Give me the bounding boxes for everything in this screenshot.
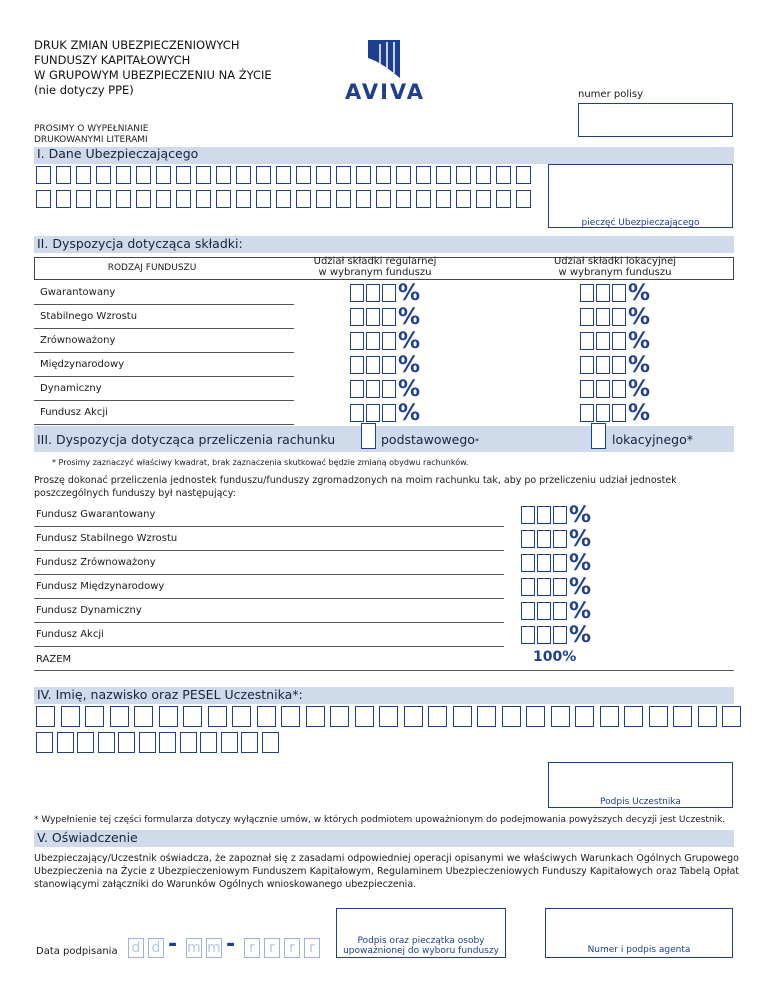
lump-premium-digit-cell[interactable]: [580, 308, 594, 326]
policyholder-char-cell[interactable]: [36, 166, 51, 184]
conversion-row-divider: [34, 550, 504, 551]
regular-premium-digit-cell[interactable]: [366, 284, 380, 302]
lump-premium-digit-cell[interactable]: [596, 356, 610, 374]
fill-instruction-line-2: DRUKOWANYMI LITERAMI: [34, 135, 148, 145]
participant-char-cell[interactable]: [77, 732, 94, 753]
conversion-digit-cell[interactable]: [537, 530, 551, 548]
participant-char-cell[interactable]: [624, 706, 643, 727]
policyholder-char-cell[interactable]: [216, 190, 231, 208]
participant-char-cell[interactable]: [57, 732, 74, 753]
lump-premium-digit-cell[interactable]: [580, 284, 594, 302]
policyholder-char-cell[interactable]: [256, 166, 271, 184]
signing-date-digit-cell[interactable]: r: [284, 938, 300, 958]
regular-premium-digit-cell[interactable]: [366, 332, 380, 350]
policyholder-char-cell[interactable]: [336, 190, 351, 208]
fund-row-divider: [34, 304, 294, 305]
participant-char-cell[interactable]: [139, 732, 156, 753]
percent-sign: %: [398, 281, 421, 306]
policyholder-char-cell[interactable]: [156, 190, 171, 208]
conversion-digit-cell[interactable]: [553, 626, 567, 644]
fund-row-divider: [34, 400, 294, 401]
policyholder-char-cell[interactable]: [196, 166, 211, 184]
basic-account-label: [381, 432, 479, 447]
participant-char-cell[interactable]: [453, 706, 472, 727]
policyholder-char-cell[interactable]: [216, 166, 231, 184]
participant-char-cell[interactable]: [159, 706, 178, 727]
lump-premium-header-line-2: w wybranym funduszu: [558, 267, 672, 278]
regular-premium-digit-cell[interactable]: [350, 308, 364, 326]
conversion-row-divider: [34, 526, 504, 527]
participant-char-cell[interactable]: [428, 706, 447, 727]
policyholder-char-cell[interactable]: [36, 190, 51, 208]
participant-char-cell[interactable]: [306, 706, 325, 727]
participant-char-cell[interactable]: [208, 706, 227, 727]
lump-premium-digit-cell[interactable]: [612, 380, 626, 398]
policyholder-char-cell[interactable]: [136, 190, 151, 208]
signing-date-digit-cell[interactable]: r: [244, 938, 260, 958]
participant-char-cell[interactable]: [262, 732, 279, 753]
percent-sign: %: [569, 575, 592, 600]
policyholder-char-cell[interactable]: [276, 190, 291, 208]
policyholder-char-cell[interactable]: [96, 190, 111, 208]
policyholder-char-cell[interactable]: [476, 190, 491, 208]
section-5-band: [34, 830, 734, 847]
policyholder-char-cell[interactable]: [396, 190, 411, 208]
regular-premium-digit-cell[interactable]: [382, 380, 396, 398]
policyholder-char-cell[interactable]: [416, 166, 431, 184]
policyholder-char-cell[interactable]: [356, 166, 371, 184]
percent-sign: %: [628, 329, 651, 354]
conversion-digit-cell[interactable]: [521, 554, 535, 572]
participant-char-cell[interactable]: [404, 706, 423, 727]
lump-premium-digit-cell[interactable]: [612, 284, 626, 302]
form-title-line-3: W GRUPOWYM UBEZPIECZENIU NA ŻYCIE: [34, 68, 272, 82]
total-divider: [34, 670, 734, 671]
lump-premium-digit-cell[interactable]: [612, 332, 626, 350]
signing-date-digit-cell[interactable]: r: [304, 938, 320, 958]
lump-premium-digit-cell[interactable]: [580, 356, 594, 374]
participant-char-cell[interactable]: [85, 706, 104, 727]
conversion-digit-cell[interactable]: [537, 602, 551, 620]
participant-char-cell[interactable]: [183, 706, 202, 727]
participant-char-cell[interactable]: [722, 706, 741, 727]
authorized-person-caption-line-1: Podpis oraz pieczątka osoby: [357, 936, 485, 946]
participant-char-cell[interactable]: [575, 706, 594, 727]
regular-premium-header-line-2: w wybranym funduszu: [318, 267, 432, 278]
regular-premium-digit-cell[interactable]: [382, 308, 396, 326]
participant-char-cell[interactable]: [241, 732, 258, 753]
participant-char-cell[interactable]: [600, 706, 619, 727]
percent-sign: %: [569, 623, 592, 648]
participant-char-cell[interactable]: [281, 706, 300, 727]
fund-name: Zrównoważony: [40, 335, 116, 346]
participant-char-cell[interactable]: [355, 706, 374, 727]
policyholder-char-cell[interactable]: [496, 166, 511, 184]
percent-sign: %: [569, 503, 592, 528]
fund-row-divider: [34, 352, 294, 353]
lump-premium-digit-cell[interactable]: [596, 308, 610, 326]
lump-premium-digit-cell[interactable]: [612, 404, 626, 422]
fund-row-divider: [34, 328, 294, 329]
basic-account-label-text: podstawowego: [381, 432, 475, 447]
conversion-fund-name: Fundusz Akcji: [36, 629, 104, 640]
participant-char-cell[interactable]: [698, 706, 717, 727]
percent-sign: %: [398, 353, 421, 378]
participant-char-cell[interactable]: [379, 706, 398, 727]
policyholder-char-cell[interactable]: [296, 166, 311, 184]
regular-premium-digit-cell[interactable]: [382, 356, 396, 374]
conversion-digit-cell[interactable]: [553, 506, 567, 524]
percent-sign: %: [398, 305, 421, 330]
date-separator: -: [168, 932, 178, 957]
fund-row-divider: [34, 376, 294, 377]
conversion-digit-cell[interactable]: [537, 506, 551, 524]
participant-char-cell[interactable]: [232, 706, 251, 727]
policyholder-char-cell[interactable]: [376, 166, 391, 184]
lump-premium-digit-cell[interactable]: [612, 308, 626, 326]
participant-char-cell[interactable]: [110, 706, 129, 727]
section-5-heading: V. Oświadczenie: [37, 830, 138, 845]
policyholder-char-cell[interactable]: [436, 166, 451, 184]
conversion-digit-cell[interactable]: [521, 506, 535, 524]
percent-sign: %: [569, 551, 592, 576]
form-title: [34, 38, 272, 98]
conversion-fund-name: Fundusz Gwarantowany: [36, 509, 156, 520]
policyholder-char-cell[interactable]: [96, 166, 111, 184]
percent-sign: %: [398, 329, 421, 354]
signing-date-digit-cell[interactable]: d: [148, 938, 164, 958]
signing-date-digit-cell[interactable]: m: [187, 940, 201, 956]
percent-sign: %: [628, 305, 651, 330]
policyholder-char-cell[interactable]: [456, 166, 471, 184]
policyholder-char-cell[interactable]: [236, 190, 251, 208]
policyholder-char-cell[interactable]: [376, 190, 391, 208]
date-separator: -: [226, 932, 236, 957]
policyholder-char-cell[interactable]: [76, 166, 91, 184]
lump-premium-digit-cell[interactable]: [596, 380, 610, 398]
lump-premium-digit-cell[interactable]: [580, 380, 594, 398]
conversion-digit-cell[interactable]: [521, 530, 535, 548]
percent-sign: %: [628, 401, 651, 426]
section-1-heading: I. Dane Ubezpieczającego: [37, 146, 199, 161]
conversion-digit-cell[interactable]: [553, 602, 567, 620]
form-title-line-2: FUNDUSZY KAPITAŁOWYCH: [34, 53, 191, 67]
fill-instruction: [34, 124, 148, 146]
participant-char-cell[interactable]: [673, 706, 692, 727]
section-3-footnote: * Prosimy zaznaczyć właściwy kwadrat, brak zaznaczenia skutkować będzie zmianą obydwu rachunków.: [52, 458, 469, 467]
policyholder-char-cell[interactable]: [516, 166, 531, 184]
basic-account-label-mark: *: [474, 437, 479, 446]
lump-premium-digit-cell[interactable]: [580, 332, 594, 350]
participant-char-cell[interactable]: [134, 706, 153, 727]
conversion-fund-name: Fundusz Międzynarodowy: [36, 581, 165, 592]
policyholder-char-cell[interactable]: [496, 190, 511, 208]
regular-premium-header-line-1: Udział składki regularnej: [313, 256, 437, 267]
participant-char-cell[interactable]: [61, 706, 80, 727]
policyholder-char-cell[interactable]: [516, 190, 531, 208]
conversion-row-divider: [34, 598, 504, 599]
lump-premium-digit-cell[interactable]: [596, 332, 610, 350]
regular-premium-digit-cell[interactable]: [382, 404, 396, 422]
signing-date-digit-cell[interactable]: d: [128, 938, 144, 958]
participant-char-cell[interactable]: [502, 706, 521, 727]
statement-text: Ubezpieczający/Uczestnik oświadcza, że zapoznał się z zasadami odpowiedniej operacji opisanymi we właściwych Warunkach Ogólnych Grupowego Ubezpieczenia na Życie z Ubezpieczeniowym Funduszem Kapitałowym, Regulaminem Ubezpieczeniowych Funduszy Kapitałowych oraz Tabelą Opłat stanowiącymi załączniki do Warunków Ogólnych wnioskowanego ubezpieczenia.: [34, 853, 739, 890]
authorized-person-caption: [336, 936, 506, 956]
fund-row-divider: [34, 424, 294, 425]
policyholder-char-cell[interactable]: [396, 166, 411, 184]
policyholder-char-cell[interactable]: [56, 166, 71, 184]
participant-char-cell[interactable]: [180, 732, 197, 753]
conversion-digit-cell[interactable]: [521, 626, 535, 644]
conversion-digit-cell[interactable]: [553, 530, 567, 548]
percent-sign: %: [628, 377, 651, 402]
policyholder-char-cell[interactable]: [196, 190, 211, 208]
section-4-heading: IV. Imię, nazwisko oraz PESEL Uczestnika*:: [37, 687, 303, 702]
form-title-line-1: DRUK ZMIAN UBEZPIECZENIOWYCH: [34, 38, 240, 52]
regular-premium-digit-cell[interactable]: [350, 356, 364, 374]
conversion-digit-cell[interactable]: [553, 554, 567, 572]
lump-premium-digit-cell[interactable]: [580, 404, 594, 422]
signing-date-label: Data podpisania: [36, 946, 118, 957]
participant-char-cell[interactable]: [36, 706, 55, 727]
regular-premium-digit-cell[interactable]: [366, 356, 380, 374]
lump-premium-digit-cell[interactable]: [596, 404, 610, 422]
aviva-logo-text: AVIVA: [345, 80, 425, 104]
signing-date-digit-cell[interactable]: m: [207, 940, 221, 956]
participant-char-cell[interactable]: [257, 706, 276, 727]
participant-char-cell[interactable]: [36, 732, 53, 753]
participant-char-cell[interactable]: [551, 706, 570, 727]
fund-type-column-header: RODZAJ FUNDUSZU: [107, 263, 197, 273]
regular-premium-digit-cell[interactable]: [350, 284, 364, 302]
conversion-digit-cell[interactable]: [537, 578, 551, 596]
policyholder-char-cell[interactable]: [236, 166, 251, 184]
lump-account-checkbox[interactable]: [591, 423, 606, 449]
lump-premium-digit-cell[interactable]: [596, 284, 610, 302]
policyholder-char-cell[interactable]: [316, 166, 331, 184]
participant-char-cell[interactable]: [118, 732, 135, 753]
regular-premium-column-header: [290, 256, 460, 278]
policyholder-char-cell[interactable]: [76, 190, 91, 208]
policyholder-char-cell[interactable]: [336, 166, 351, 184]
fund-name: Stabilnego Wzrostu: [40, 311, 138, 322]
conversion-row-divider: [34, 574, 504, 575]
regular-premium-digit-cell[interactable]: [382, 332, 396, 350]
regular-premium-digit-cell[interactable]: [350, 404, 364, 422]
percent-sign: %: [398, 377, 421, 402]
section-4-footnote: * Wypełnienie tej części formularza dotyczy wyłącznie umów, w których podmiotem upoważnionym do podejmowania powyższych decyzji jest Uczestnik.: [34, 815, 726, 825]
conversion-digit-cell[interactable]: [521, 602, 535, 620]
regular-premium-digit-cell[interactable]: [366, 380, 380, 398]
conversion-digit-cell[interactable]: [553, 578, 567, 596]
policyholder-char-cell[interactable]: [116, 190, 131, 208]
policyholder-char-cell[interactable]: [56, 190, 71, 208]
policyholder-char-cell[interactable]: [476, 166, 491, 184]
policyholder-char-cell[interactable]: [276, 166, 291, 184]
participant-signature-caption: Podpis Uczestnika: [600, 797, 681, 807]
lump-premium-header-line-1: Udział składki lokacyjnej: [553, 256, 676, 267]
lump-premium-digit-cell[interactable]: [612, 356, 626, 374]
policyholder-char-cell[interactable]: [436, 190, 451, 208]
policyholder-char-cell[interactable]: [156, 166, 171, 184]
lump-premium-column-header: [530, 256, 700, 278]
participant-char-cell[interactable]: [98, 732, 115, 753]
policyholder-char-cell[interactable]: [136, 166, 151, 184]
regular-premium-digit-cell[interactable]: [366, 404, 380, 422]
conversion-row-divider: [34, 622, 504, 623]
conversion-digit-cell[interactable]: [521, 578, 535, 596]
regular-premium-digit-cell[interactable]: [366, 308, 380, 326]
percent-sign: %: [628, 353, 651, 378]
participant-char-cell[interactable]: [159, 732, 176, 753]
participant-char-cell[interactable]: [526, 706, 545, 727]
percent-sign: %: [398, 401, 421, 426]
participant-char-cell[interactable]: [221, 732, 238, 753]
participant-char-cell[interactable]: [330, 706, 349, 727]
policyholder-char-cell[interactable]: [176, 166, 191, 184]
policyholder-char-cell[interactable]: [416, 190, 431, 208]
conversion-digit-cell[interactable]: [537, 626, 551, 644]
percent-sign: %: [569, 599, 592, 624]
fill-instruction-line-1: PROSIMY O WYPEŁNIANIE: [34, 124, 149, 134]
conversion-digit-cell[interactable]: [537, 554, 551, 572]
fund-name: Międzynarodowy: [40, 359, 125, 370]
lump-account-label: lokacyjnego*: [612, 432, 693, 447]
regular-premium-digit-cell[interactable]: [382, 284, 396, 302]
fund-name: Fundusz Akcji: [40, 407, 108, 418]
percent-sign: %: [628, 281, 651, 306]
conversion-fund-name: Fundusz Dynamiczny: [36, 605, 142, 616]
policyholder-char-cell[interactable]: [176, 190, 191, 208]
section-2-heading: II. Dyspozycja dotycząca składki:: [37, 236, 243, 251]
policyholder-stamp-caption: pieczęć Ubezpieczającego: [581, 218, 700, 228]
conversion-request-text: Proszę dokonać przeliczenia jednostek funduszu/funduszy zgromadzonych na moim rachunku tak, aby po przeliczeniu udział jednostek poszczególnych funduszy był następujący:: [34, 475, 677, 499]
signing-date-digit-cell[interactable]: r: [264, 938, 280, 958]
policy-number-field[interactable]: [578, 103, 733, 137]
total-label: RAZEM: [36, 654, 72, 665]
basic-account-checkbox[interactable]: [361, 423, 376, 449]
policyholder-char-cell[interactable]: [256, 190, 271, 208]
percent-sign: %: [569, 527, 592, 552]
participant-char-cell[interactable]: [200, 732, 217, 753]
participant-char-cell[interactable]: [649, 706, 668, 727]
policy-number-label: numer polisy: [578, 89, 644, 100]
conversion-fund-name: Fundusz Zrównoważony: [36, 557, 156, 568]
total-value: 100%: [533, 649, 577, 665]
policyholder-char-cell[interactable]: [456, 190, 471, 208]
authorized-person-caption-line-2: upoważnionej do wyboru funduszy: [343, 946, 499, 956]
policyholder-char-cell[interactable]: [316, 190, 331, 208]
policyholder-char-cell[interactable]: [116, 166, 131, 184]
policyholder-char-cell[interactable]: [356, 190, 371, 208]
conversion-row-divider: [34, 646, 504, 647]
aviva-logo: [335, 40, 435, 102]
policyholder-char-cell[interactable]: [296, 190, 311, 208]
participant-char-cell[interactable]: [477, 706, 496, 727]
fund-name: Gwarantowany: [40, 287, 116, 298]
fund-name: Dynamiczny: [40, 383, 102, 394]
form-title-line-4: (nie dotyczy PPE): [34, 83, 134, 97]
regular-premium-digit-cell[interactable]: [350, 380, 364, 398]
regular-premium-digit-cell[interactable]: [350, 332, 364, 350]
agent-caption: Numer i podpis agenta: [587, 945, 691, 955]
section-3-heading: III. Dyspozycja dotycząca przeliczenia rachunku: [37, 432, 336, 447]
conversion-fund-name: Fundusz Stabilnego Wzrostu: [36, 533, 178, 544]
aviva-logo-mark-icon: [335, 40, 435, 80]
